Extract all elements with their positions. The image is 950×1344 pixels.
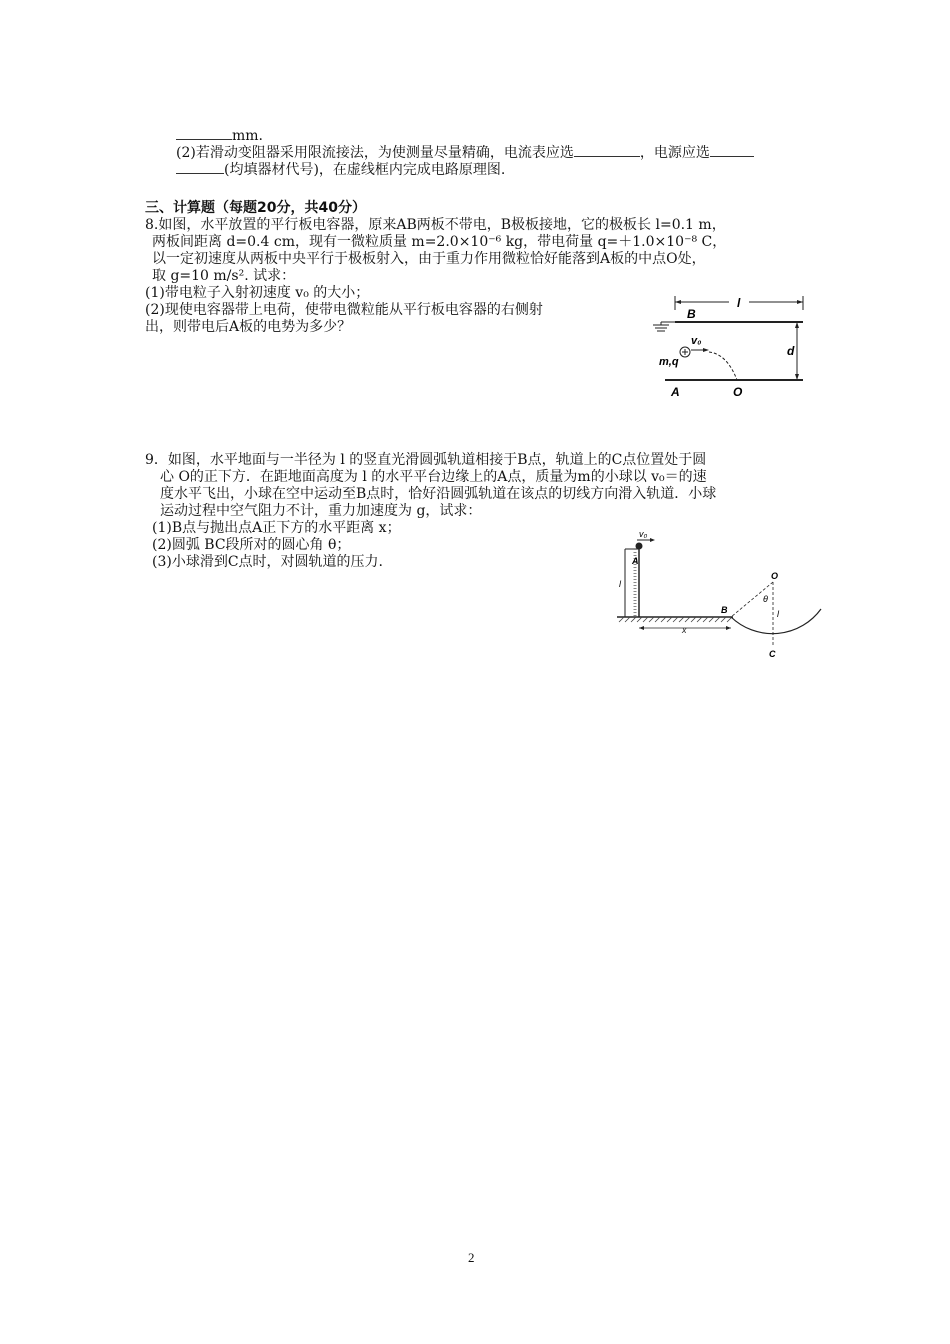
label-A: A (632, 556, 639, 566)
q9-line-2: 心 O的正下方．在距地面高度为 l 的水平平台边缘上的A点，质量为m的小球以 v₀＝的速 (160, 469, 707, 485)
label-O: O (771, 571, 779, 581)
x-arrow-left (639, 626, 644, 630)
q9-line-7: (3)小球滑到C点时，对圆轨道的压力. (152, 554, 383, 570)
q9-line-4: 运动过程中空气阻力不计，重力加速度为 g，试求： (160, 503, 482, 519)
capacitor-figure (645, 292, 820, 402)
blank[interactable] (176, 126, 232, 140)
q9-line-3: 度水平飞出，小球在空中运动至B点时，恰好沿圆弧轨道在该点的切线方向滑入轨道．小球 (160, 486, 717, 502)
q7-part2-text: (2)若滑动变阻器采用限流接法，为使测量尽量精确，电流表应选 (176, 145, 574, 161)
blank-power[interactable] (710, 143, 754, 157)
q9-line-6: (2)圆弧 BC段所对的圆心角 θ； (152, 537, 351, 553)
blank-ammeter[interactable] (574, 143, 640, 157)
q7-part2-text-b: ，电源应选 (639, 145, 710, 161)
label-v0: v₀ (691, 335, 702, 347)
q7-part2-text-c: (均填器材代号)，在虚线框内完成电路原理图. (224, 162, 506, 178)
q9-line-1: 9．如图，水平地面与一半径为 l 的竖直光滑圆弧轨道相接于B点，轨道上的C点位置处于圆 (145, 452, 707, 468)
x-arrow-right (726, 626, 731, 630)
section-heading: 三、计算题（每题20分，共40分） (145, 200, 366, 216)
label-B: B (721, 605, 728, 615)
q7-part2-line2 (176, 160, 505, 178)
label-C: C (769, 649, 776, 659)
q8-line-3: 以一定初速度从两板中央平行于极板射入，由于重力作用微粒恰好能落到A板的中点O处， (152, 251, 706, 267)
q8-line-5: (1)带电粒子入射初速度 v₀ 的大小； (145, 285, 370, 301)
circular-track (731, 609, 821, 634)
label-A: A (671, 385, 680, 399)
ball-icon (636, 543, 643, 550)
label-theta: θ (763, 594, 768, 604)
label-l-right: l (777, 609, 779, 619)
q8-line-4: 取 g=10 m/s². 试求： (152, 268, 296, 284)
arrow-right (797, 300, 803, 304)
q9-line-5: (1)B点与抛出点A正下方的水平距离 x； (152, 520, 401, 536)
unit-text: mm. (232, 128, 264, 144)
answer-line-mm (176, 126, 263, 144)
velocity-arrowhead (650, 538, 655, 542)
velocity-arrowhead (703, 348, 709, 352)
q7-part2-line (176, 143, 754, 161)
label-mq: m,q (659, 356, 679, 368)
label-O: O (733, 385, 743, 399)
label-l: l (737, 296, 741, 310)
q8-line-6: (2)现使电容器带上电荷，使带电微粒能从平行板电容器的右侧射 (145, 302, 543, 318)
q8-line-2: 两板间距离 d=0.4 cm，现有一微粒质量 m=2.0×10⁻⁶ kg，带电荷量 q=＋1.0×10⁻⁸ C， (152, 234, 727, 250)
page-number: 2 (468, 1250, 475, 1265)
track-figure (615, 527, 825, 662)
blank-power-cont[interactable] (176, 160, 224, 174)
q8-line-1: 8.如图，水平放置的平行板电容器，原来AB两板不带电，B极板接地，它的极板长 l=0.1 m， (145, 217, 726, 233)
arrow-left (675, 300, 681, 304)
trajectory (709, 352, 737, 380)
label-l-left: l (619, 579, 621, 589)
label-x: x (682, 625, 687, 635)
label-v0: v₀ (639, 529, 648, 539)
label-d: d (787, 344, 795, 358)
label-B: B (687, 307, 696, 321)
q8-line-7: 出，则带电后A板的电势为多少？ (145, 319, 352, 335)
